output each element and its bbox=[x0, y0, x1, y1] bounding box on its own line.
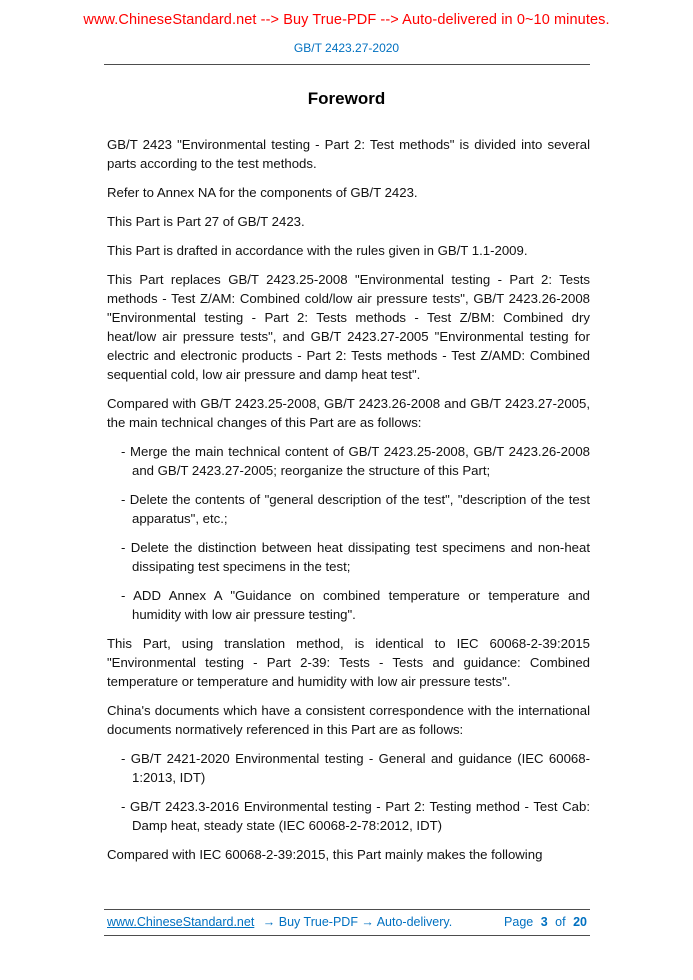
list-item: - GB/T 2421-2020 Environmental testing - General and guidance (IEC 60068-1:2013, IDT) bbox=[121, 751, 590, 785]
page-number: 3 bbox=[540, 915, 548, 929]
of-label: of bbox=[555, 915, 566, 929]
page-title: Foreword bbox=[307, 89, 386, 108]
paragraph: This Part replaces GB/T 2423.25-2008 "Environmental testing - Part 2: Tests methods - Test Z/AM: Combined cold/low air pressure tests", GB/T 2423.26-2008 "Environmental testing - Part 2: Tests methods - Test Z/BM: Combined dry heat/low air pressure tests", and GB/T 2423.27-2005 "Environmental testing for electric and electronic products - Part 2: Tests methods - Test Z/AMD: Combined sequential cold, low air pressure and damp heat test". bbox=[107, 272, 590, 382]
paragraph: GB/T 2423 "Environmental testing - Part 2: Test methods" is divided into several parts according to the test methods. bbox=[107, 137, 590, 171]
page-total: 20 bbox=[573, 915, 587, 929]
paragraph: Compared with IEC 60068-2-39:2015, this Part mainly makes the following bbox=[107, 847, 543, 862]
paragraph: This Part, using translation method, is identical to IEC 60068-2-39:2015 "Environmental testing - Part 2-39: Tests - Tests and guidance: Combined temperature or temperature and humidity with low air pressure tests". bbox=[107, 636, 590, 689]
list-item: - GB/T 2423.3-2016 Environmental testing - Part 2: Testing method - Test Cab: Damp heat, steady state (IEC 60068-2-78:2012, IDT) bbox=[121, 799, 590, 833]
footer-link[interactable]: www.ChineseStandard.net bbox=[107, 915, 255, 929]
paragraph: Refer to Annex NA for the components of GB/T 2423. bbox=[107, 185, 418, 200]
paragraph: This Part is drafted in accordance with the rules given in GB/T 1.1-2009. bbox=[107, 243, 528, 258]
doc-number: GB/T 2423.27-2020 bbox=[293, 41, 400, 55]
list-item: - Delete the contents of "general description of the test", "description of the test apparatus", etc.; bbox=[121, 492, 590, 526]
page-label: Page bbox=[504, 915, 534, 929]
header-divider bbox=[104, 64, 590, 65]
list-item: - Delete the distinction between heat dissipating test specimens and non-heat dissipating test specimens in the test; bbox=[121, 540, 590, 574]
paragraph: China's documents which have a consistent correspondence with the international documents normatively referenced in this Part are as follows: bbox=[107, 703, 590, 737]
paragraph: This Part is Part 27 of GB/T 2423. bbox=[107, 214, 305, 229]
page-footer bbox=[104, 909, 590, 936]
list-item: - Merge the main technical content of GB/T 2423.25-2008, GB/T 2423.26-2008 and GB/T 2423.27-2005; reorganize the structure of this Part; bbox=[121, 444, 590, 478]
paragraph: Compared with GB/T 2423.25-2008, GB/T 2423.26-2008 and GB/T 2423.27-2005, the main technical changes of this Part are as follows: bbox=[107, 396, 590, 430]
list-item: - ADD Annex A "Guidance on combined temperature or temperature and humidity with low air pressure testing". bbox=[121, 588, 590, 622]
promo-banner: www.ChineseStandard.net --> Buy True-PDF --> Auto-delivered in 0~10 minutes. bbox=[83, 12, 610, 28]
page-indicator bbox=[500, 915, 587, 929]
footer-tagline: → Buy True-PDF → Auto-delivery. bbox=[262, 915, 453, 929]
footer-left bbox=[107, 915, 452, 929]
document-body bbox=[107, 135, 590, 864]
